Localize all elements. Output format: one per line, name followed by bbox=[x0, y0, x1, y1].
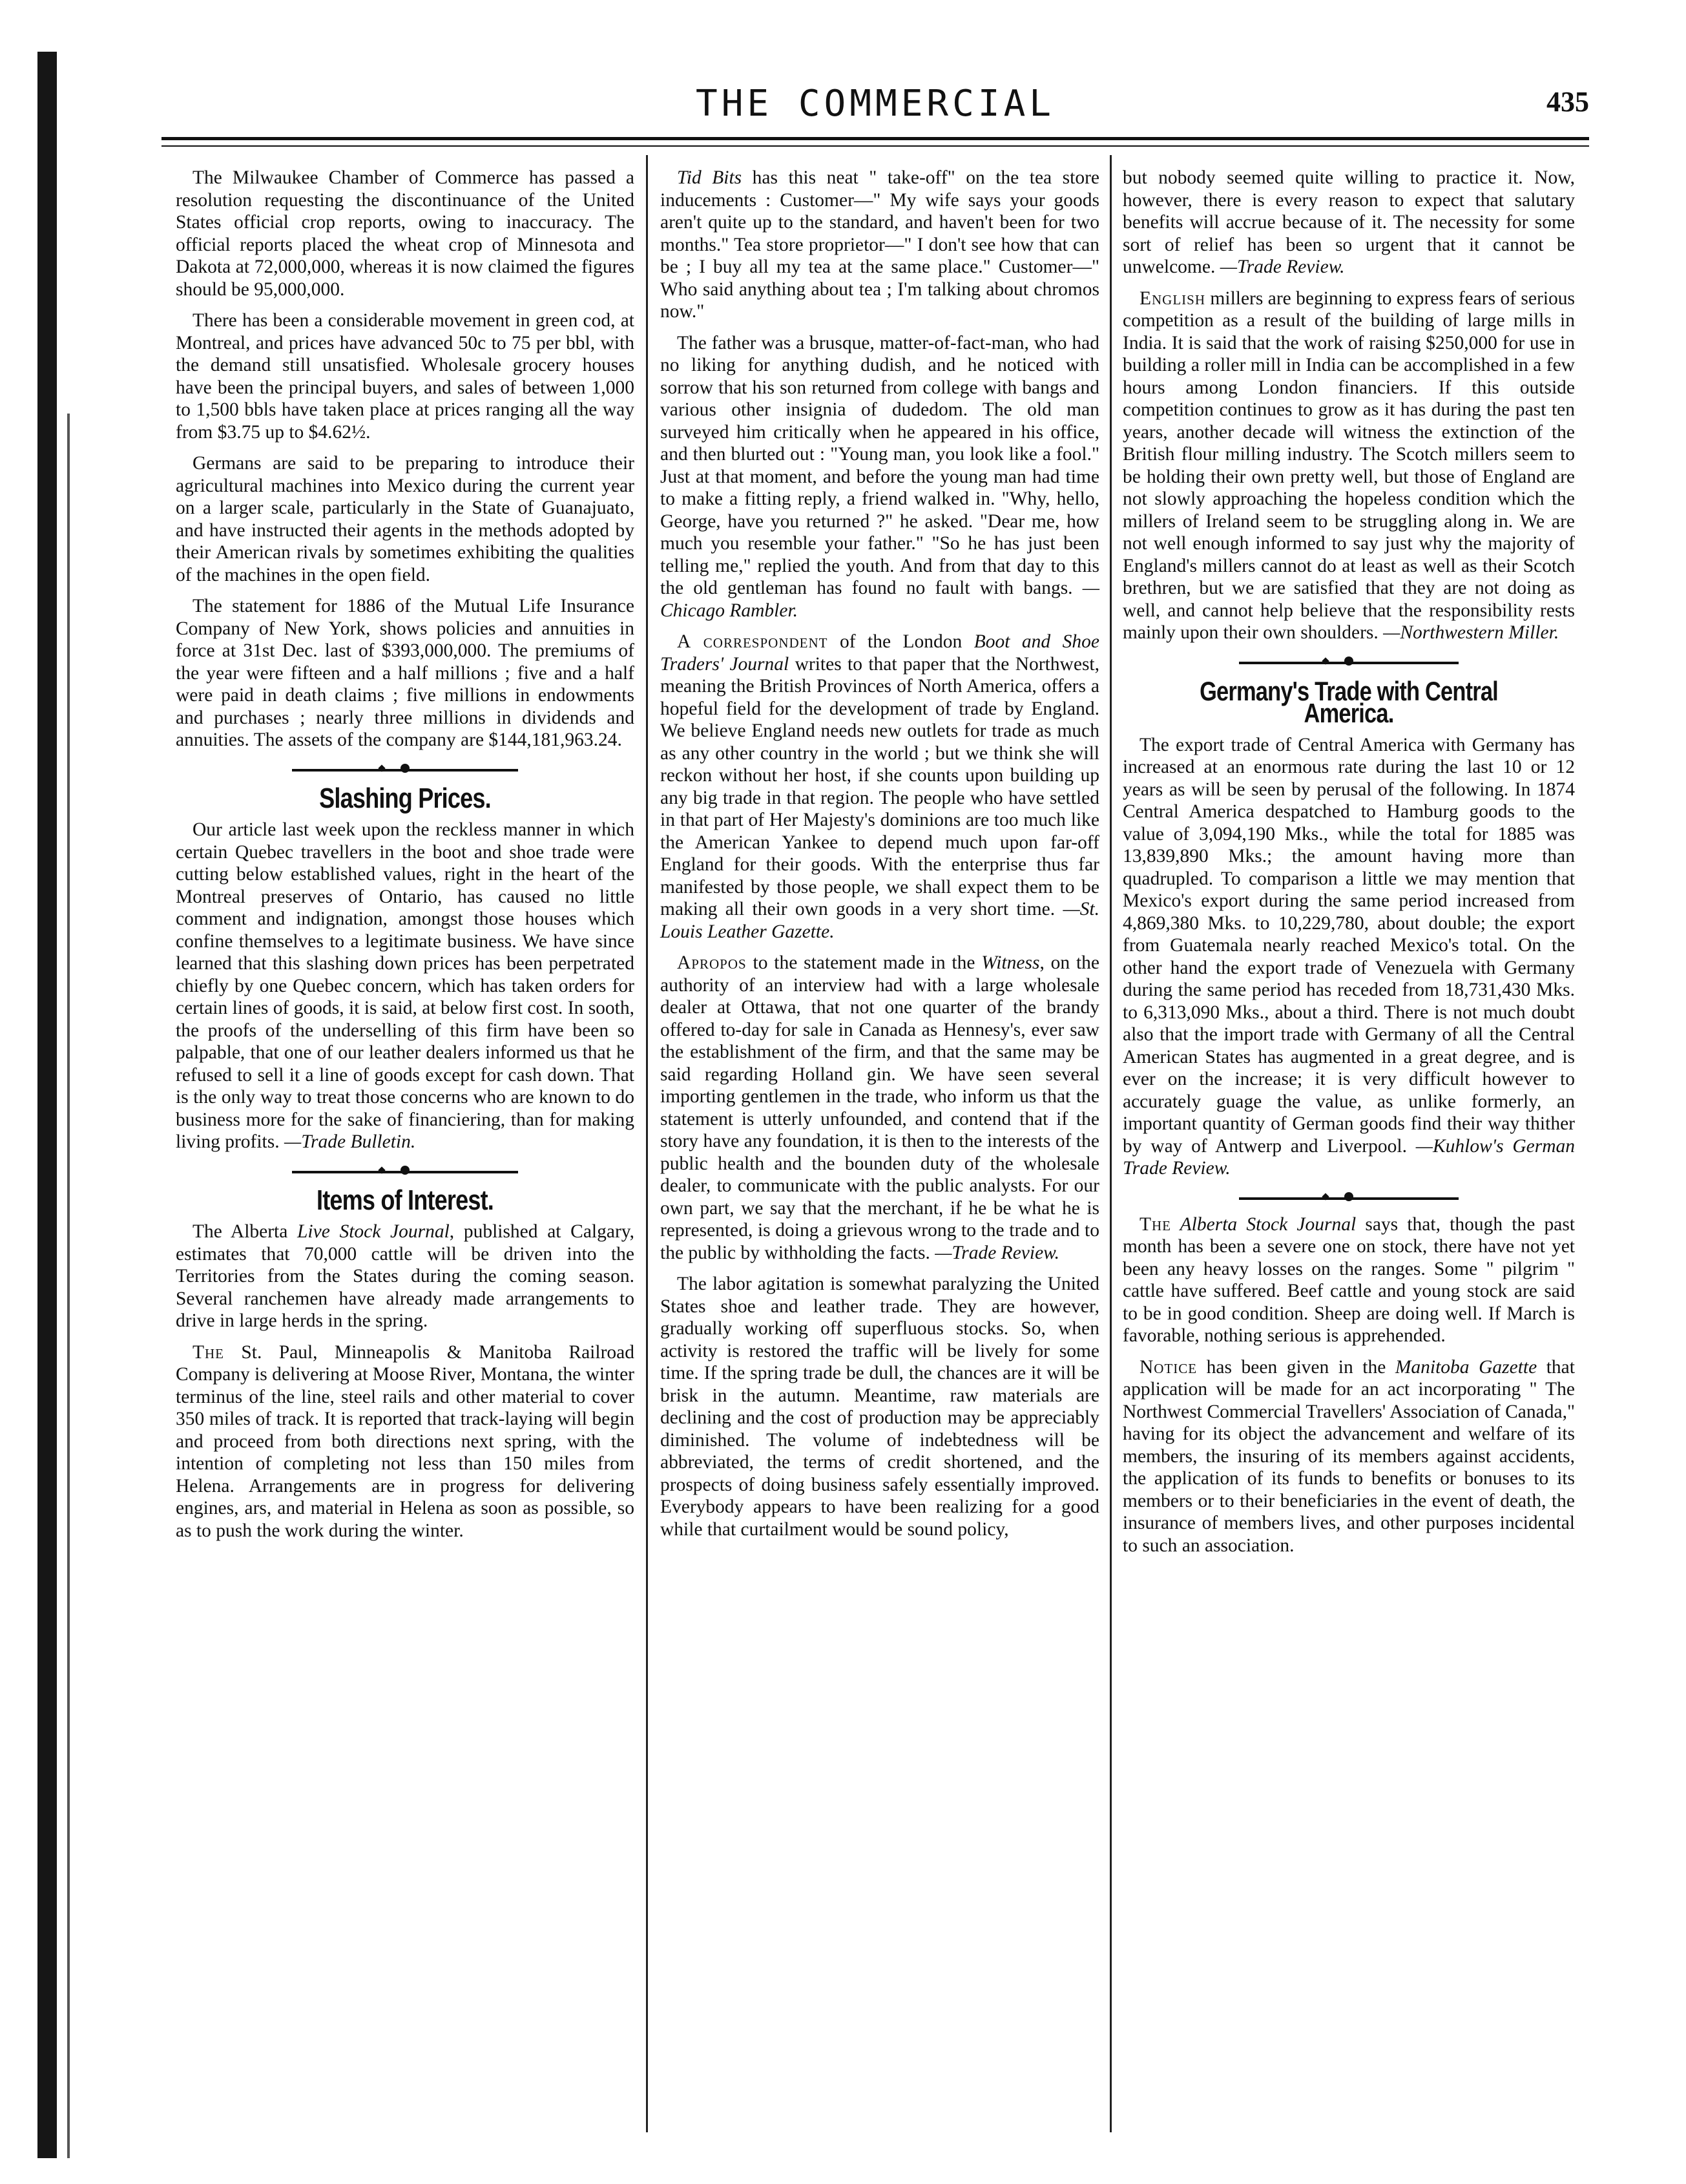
column-rule-1 bbox=[646, 155, 648, 2132]
lead-word: The bbox=[1140, 1213, 1172, 1235]
article-boot-shoe bbox=[660, 631, 1099, 943]
source-credit: —Trade Review. bbox=[935, 1242, 1060, 1263]
article-text: to the statement made in the bbox=[746, 952, 982, 973]
section-divider bbox=[176, 761, 634, 780]
publication-name: Witness bbox=[981, 952, 1040, 973]
binding-edge-bar bbox=[37, 52, 57, 2158]
page-number: 435 bbox=[1546, 86, 1589, 118]
headline-slashing-prices: Slashing Prices. bbox=[319, 782, 491, 814]
article-brandy bbox=[660, 952, 1099, 1264]
article-labor-agitation: The labor agitation is somewhat paralyzing the United States shoe and leather trade. They are however, gradually working off superfluous stocks. So, when activity is restored the traffic will be lively for some time. If the spring trade be dull, the chances are it will be brisk in the autumn. Meantime, raw materials are declining and the cost of production may be appreciably diminished. The volume of indebtedness will be abbreviated, the terms of credit shortened, and the prospects of doing business safely essentially improved. Everybody appears to have been realizing for a good while that curtailment would be sound policy, bbox=[660, 1274, 1099, 1540]
article-continued bbox=[1123, 167, 1575, 278]
article-tid-bits bbox=[660, 167, 1099, 323]
article-text: of the London bbox=[827, 631, 974, 652]
article-text: , published at Calgary, estimates that 70,000 cattle will be driven into the Territories from the States during the coming season. Several ranchemen have already made arrangements to drive in large herds in the spring. bbox=[176, 1221, 634, 1331]
article-text: A bbox=[677, 631, 691, 652]
header-rule-thin bbox=[161, 145, 1589, 147]
lead-word: English bbox=[1140, 288, 1206, 309]
article-father-son bbox=[660, 332, 1099, 622]
article-germany-trade bbox=[1123, 734, 1575, 1180]
article-text: that application will be made for an act incorporating " The Northwest Commercial Travellers' Association of Canada," having for its object the advancement and welfare of its members, the insuring of its members against accidents, the application of its funds to benefits or bonuses to its members or to their beneficiaries in the event of death, the insurance of members lives, and other purposes incidental to such an association. bbox=[1123, 1356, 1575, 1556]
headline-items-of-interest: Items of Interest. bbox=[317, 1184, 494, 1216]
headline-germany-trade: Germany's Trade with Central America. bbox=[1200, 675, 1498, 728]
publication-name: Tid Bits bbox=[677, 167, 742, 188]
article-text: , on the authority of an interview had with a large wholesale dealer at Ottawa, that not one quarter of the brandy offered to-day for sale in Canada as Hennesy's, ever saw the establishment of the firm, and that the same may be said regarding Holland gin. We have seen several importing gentlemen in the trade, who inform us that the statement is utterly unfounded, and contend that if the story have any foundation, it is then to the interests of the public health and the bounden duty of the wholesale dealer, to communicate with the public analysts. For our own part, we say that the merchant, if he be what he is represented, is doing a grievous wrong to the trade and to the public by withholding the facts. bbox=[660, 952, 1099, 1263]
column-1 bbox=[176, 167, 634, 1551]
lead-word: correspondent bbox=[691, 631, 828, 652]
article-alberta-stock bbox=[1123, 1213, 1575, 1347]
article-text: St. Paul, Minneapolis & Manitoba Railroad Company is delivering at Moose River, Montana, the winter terminus of the line, steel rails and other material to cover 350 miles of track. It is reported that track-laying will begin and proceed from both directions next spring, with the intention of completing not less than 150 miles from Helena. Arrangements are in progress for delivering engines, ars, and material in Helena as soon as possible, so as to push the work during the winter. bbox=[176, 1341, 634, 1541]
column-rule-2 bbox=[1110, 155, 1112, 2132]
section-divider bbox=[176, 1162, 634, 1182]
source-credit: —Northwestern Miller. bbox=[1383, 622, 1559, 643]
article-green-cod: There has been a considerable movement in green cod, at Montreal, and prices have advanced 50c to 75 per bbl, with the demand still unsatisfied. Wholesale grocery houses have been the principal buyers, and sales of between 1,000 to 1,500 bbls have taken place at prices ranging all the way from $3.75 up to $4.62½. bbox=[176, 310, 634, 443]
article-text: writes to that paper that the Northwest, meaning the British Provinces of North America, offers a hopeful field for the development of trade by England. We believe England needs new outlets for trade as much as any other country in the world ; but we think she will reckon without her host, if she counts upon building up any big trade in that region. The people who have settled in that part of Her Majesty's dominions are too much like the American Yankee to depend much upon far-off England for their goods. With the enterprise thus far manifested by those people, we shall expect them to be making all their own goods in a very short time. bbox=[660, 653, 1099, 919]
source-credit: —Chicago Rambler. bbox=[660, 578, 1099, 621]
article-text: has this neat " take-off" on the tea store inducements : Customer—" My wife says your goods aren't quite up to the standard, and haven't been for two months." Tea store proprietor—" I don't see how that can be ; I buy all my tea at the same place." Customer—" Who said anything about tea ; I'm talking about chromos now." bbox=[660, 167, 1099, 322]
page-header bbox=[161, 83, 1589, 128]
article-text: The Alberta bbox=[193, 1221, 298, 1242]
article-german-machines: Germans are said to be preparing to introduce their agricultural machines into Mexico during the current year on a larger scale, particularly in the State of Guanajuato, and have instructed their agents in the methods adopted by their American rivals by sometimes exhibiting the qualities of the machines in the open field. bbox=[176, 453, 634, 585]
publication-name: Alberta Stock Journal bbox=[1171, 1213, 1357, 1235]
article-text: The export trade of Central America with Germany has increased at an enormous rate during the last 10 or 12 years as will be seen by perusal of the following. In 1874 Central America despatched to Hamburg goods to the value of 3,094,190 Mks., while the total for 1885 was 13,839,890 Mks.; the amount having more than quadrupled. To comparison a little we may mention that Mexico's export during the same period increased from 4,869,380 Mks. to 10,229,780, about double; the export from Guatemala nearly reached Mexico's total. On the other hand the export trade of Venezuela with Germany during the same period has receded from 18,731,430 Mks. to 6,313,090 Mks., about a third. There is not much doubt also that the import trade with Germany of all the Central American States has augmented in a great degree, and is ever on the increase; it is very difficult however to accurately guage the value, as unlike formerly, an important quantity of German goods find their way thither by way of Antwerp and Liverpool. bbox=[1123, 734, 1575, 1157]
column-2 bbox=[660, 167, 1099, 1549]
article-text: but nobody seemed quite willing to practice it. Now, however, there is every reason to expect that salutary benefits will accrue because of it. The necessity for some sort of relief has been so urgent that it cannot be unwelcome. bbox=[1123, 167, 1575, 277]
column-3 bbox=[1123, 167, 1575, 1566]
lead-word: Apropos bbox=[677, 952, 747, 973]
article-text: millers are beginning to express fears of serious competition as a result of the building of large mills in India. It is said that the work of raising $250,000 for use in building a roller mill in India can be accomplished in a few hours among London financiers. If this outside competition continues to grow as it has during the past ten years, another decade will witness the extinction of the British flour milling industry. The Scotch millers seem to be holding their own pretty well, but those of England are not slowly approaching the hopeless condition which the millers of Ireland seem to be struggling along in. We are not well enough informed to say just why the majority of England's millers cannot do at least as well as their Scotch brethren, but we are satisfied that they are not doing as well, and cannot help believe that the responsibility rests mainly upon their own shoulders. bbox=[1123, 288, 1575, 643]
source-credit: —Kuhlow's German Trade Review. bbox=[1123, 1135, 1576, 1179]
article-text: Our article last week upon the reckless manner in which certain Quebec travellers in the boot and shoe trade were cutting below established values, right in the heart of the Montreal preserves of Ontario, has caused no little comment and indignation, amongst those houses which confine themselves to a legitimate business. We have since learned that this slashing down prices has been perpetrated chiefly by one Quebec concern, which has taken orders for certain lines of goods, it is said, at below first cost. In sooth, the proofs of the underselling of this firm have been so palpable, that one of our leather dealers informed us that he refused to sell it a line of goods except for cash down. That is the only way to treat those concerns who are known to do business more for the sake of financiering, than for making living profits. bbox=[176, 819, 634, 1152]
source-credit: —Trade Review. bbox=[1220, 257, 1345, 277]
section-divider bbox=[1123, 653, 1575, 673]
article-mutual-life: The statement for 1886 of the Mutual Life Insurance Company of New York, shows policies and annuities in force at 31st Dec. last of $393,000,000. The premiums of the year were fifteen and a half millions ; five and a half were paid in death claims ; five millions in endowments and purchases ; nearly three millions in dividends and annuities. The assets of the company are $144,181,963.24. bbox=[176, 596, 634, 750]
binding-edge-line bbox=[67, 414, 70, 2158]
masthead: THE COMMERCIAL bbox=[695, 83, 1055, 125]
lead-word: Notice bbox=[1140, 1356, 1198, 1378]
source-credit: —Trade Bulletin. bbox=[284, 1131, 416, 1152]
section-divider bbox=[1123, 1189, 1575, 1208]
publication-name: Live Stock Journal bbox=[297, 1221, 450, 1242]
article-text: says that, though the past month has been a severe one on stock, there have not yet been any heavy losses on the ranges. Some " pilgrim " cattle have suffered. Beef cattle and young stock are said to be in good condition. Sheep are doing well. If March is favorable, nothing serious is apprehended. bbox=[1123, 1213, 1575, 1346]
publication-name: Manitoba Gazette bbox=[1395, 1356, 1537, 1378]
article-text: has been given in the bbox=[1197, 1356, 1395, 1378]
publication-name: Boot and Shoe Traders' Journal bbox=[660, 631, 1099, 675]
article-english-millers bbox=[1123, 288, 1575, 644]
article-slashing-prices bbox=[176, 819, 634, 1153]
header-rule-thick bbox=[161, 137, 1589, 140]
source-credit: —St. Louis Leather Gazette. bbox=[660, 899, 1100, 942]
article-crop-reports: The Milwaukee Chamber of Commerce has passed a resolution requesting the discontinuance of the United States official crop reports, owing to inaccuracy. The official reports placed the wheat crop of Minnesota and Dakota at 72,000,000, whereas it is now claimed the figures should be 95,000,000. bbox=[176, 167, 634, 300]
article-travellers-association bbox=[1123, 1356, 1575, 1557]
article-text: The father was a brusque, matter-of-fact-man, who had no liking for anything dudish, and he noticed with sorrow that his son returned from college with bangs and various other insignia of dudedom. The old man surveyed him critically when he appeared in his office, and then blurted out : "Young man, you look like a fool." Just at that moment, and before the young man had time to make a fitting reply, a friend walked in. "Why, hello, George, have you returned ?" he asked. "Dear me, how much you resemble your father." "So he has just been telling me," replied the youth. And from that day to this the old gentleman has found no fault with bangs. bbox=[660, 332, 1099, 598]
lead-word: The bbox=[193, 1341, 225, 1363]
article-alberta-cattle bbox=[176, 1221, 634, 1332]
article-railroad bbox=[176, 1341, 634, 1542]
